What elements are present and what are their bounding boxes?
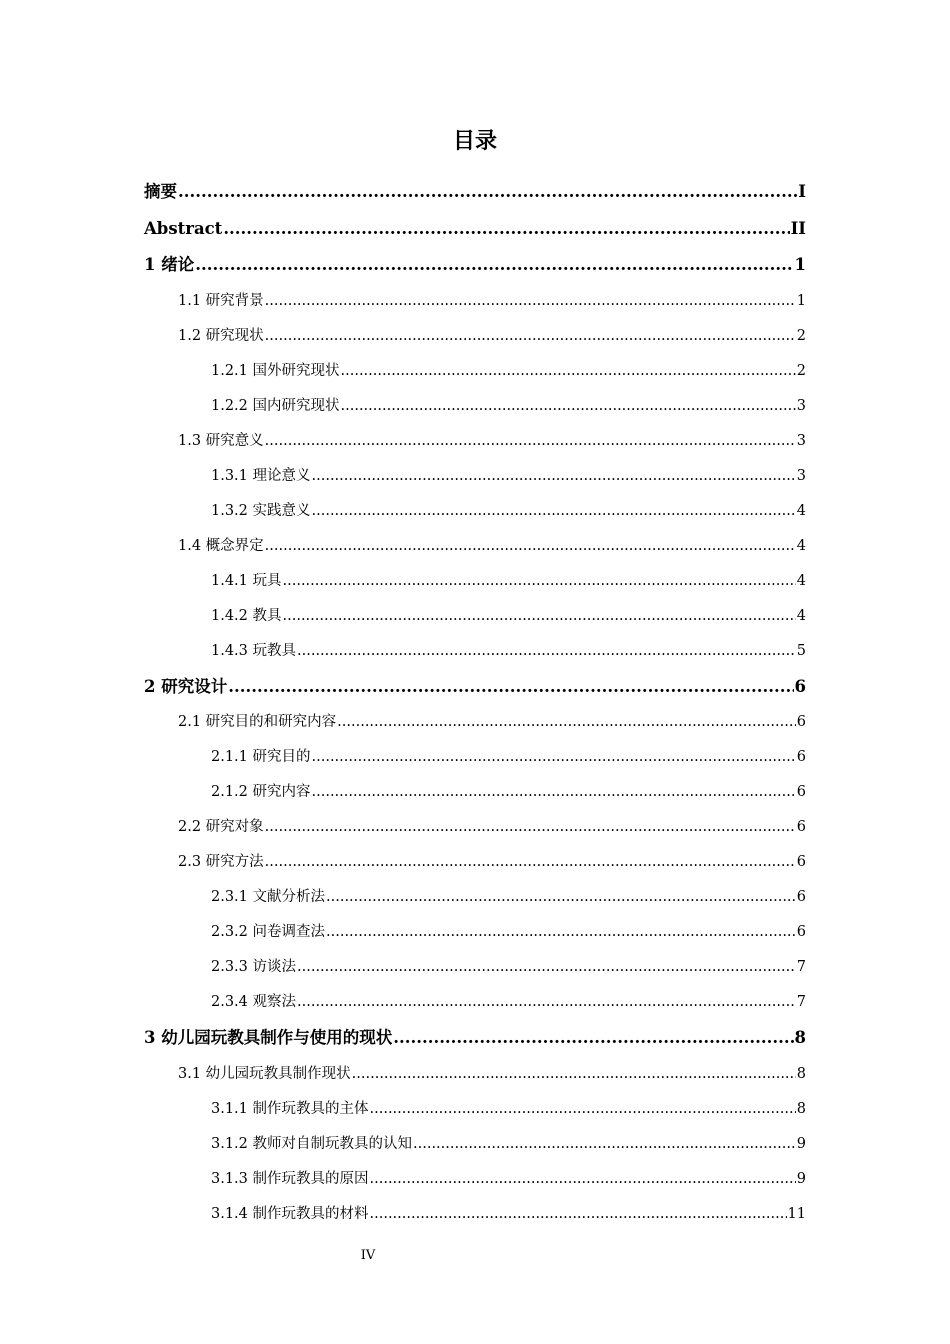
dot-leader: [312, 459, 796, 494]
dot-leader: [352, 1057, 796, 1092]
dot-leader: [370, 1162, 796, 1197]
dot-leader: [195, 247, 793, 282]
toc-entry-label: 1.4 概念界定: [178, 537, 264, 554]
toc-entry-label: 1.2.2 国内研究现状: [211, 397, 340, 414]
toc-entry[interactable]: [144, 845, 806, 880]
toc-entry-page-number: 2: [796, 362, 806, 379]
toc-entry-label: 1.2.1 国外研究现状: [211, 362, 340, 379]
toc-entry[interactable]: [144, 634, 806, 669]
dot-leader: [228, 669, 793, 704]
toc-entry[interactable]: [144, 319, 806, 354]
toc-entry[interactable]: [144, 1020, 806, 1057]
toc-entry-label: 2.3 研究方法: [178, 854, 264, 870]
toc-entry-page-number: 6: [796, 784, 806, 800]
dot-leader: [265, 424, 796, 459]
dot-leader: [265, 810, 796, 845]
toc-entry-label: 2.1.2 研究内容: [211, 784, 311, 800]
dot-leader: [312, 494, 796, 529]
toc-entry[interactable]: [144, 1197, 806, 1232]
toc-entry-label: 2.1.1 研究目的: [211, 749, 311, 765]
dot-leader: [297, 950, 796, 985]
toc-entry-page-number: I: [798, 182, 806, 201]
footer-page-number: IV: [360, 1248, 376, 1263]
toc-entry[interactable]: [144, 599, 806, 634]
toc-entry-page-number: 3: [796, 397, 806, 414]
toc-entry[interactable]: [144, 705, 806, 740]
toc-entry[interactable]: [144, 424, 806, 459]
toc-entry-page-number: 4: [796, 572, 806, 589]
toc-entry-page-number: 11: [787, 1205, 806, 1222]
dot-leader: [413, 1127, 796, 1162]
toc-entry-page-number: 6: [796, 819, 806, 835]
dot-leader: [223, 211, 789, 246]
dot-leader: [312, 775, 796, 810]
dot-leader: [178, 174, 797, 209]
toc-entry[interactable]: [144, 775, 806, 810]
toc-entry[interactable]: [144, 1127, 806, 1162]
toc-entry-label: 1.4.1 玩具: [211, 572, 282, 589]
toc-entry-page-number: 8: [796, 1100, 806, 1117]
toc-entry-page-number: 4: [796, 607, 806, 624]
toc-entry[interactable]: [144, 810, 806, 845]
toc-entry-page-number: 8: [794, 1028, 806, 1047]
dot-leader: [297, 985, 796, 1020]
dot-leader: [337, 705, 796, 740]
toc-entry-label: 3.1.4 制作玩教具的材料: [211, 1205, 369, 1222]
toc-entry-page-number: 1: [794, 255, 806, 274]
toc-entry-label: 3.1.3 制作玩教具的原因: [211, 1170, 369, 1187]
toc-entry-label: 摘要: [144, 182, 177, 201]
toc-entry-label: 1.2 研究现状: [178, 327, 264, 344]
toc-entry-label: 2 研究设计: [144, 676, 228, 696]
toc-entry[interactable]: [144, 389, 806, 424]
toc-entry[interactable]: [144, 1162, 806, 1197]
dot-leader: [326, 880, 796, 915]
table-of-contents: [144, 174, 806, 1232]
toc-entry-label: 2.1 研究目的和研究内容: [178, 714, 337, 730]
toc-entry-label: 1.4.3 玩教具: [211, 642, 297, 659]
toc-entry-page-number: 8: [796, 1065, 806, 1082]
toc-entry-label: 2.3.4 观察法: [211, 994, 297, 1010]
toc-entry-page-number: 2: [796, 327, 806, 344]
dot-leader: [370, 1092, 796, 1127]
toc-entry[interactable]: [144, 880, 806, 915]
toc-entry[interactable]: [144, 529, 806, 564]
toc-entry[interactable]: [144, 211, 806, 248]
toc-entry[interactable]: [144, 669, 806, 706]
toc-entry-label: 1.3 研究意义: [178, 432, 264, 449]
toc-entry-page-number: 6: [794, 676, 806, 696]
toc-entry-page-number: 6: [796, 714, 806, 730]
toc-entry[interactable]: [144, 1057, 806, 1092]
dot-leader: [283, 564, 796, 599]
toc-entry-page-number: 6: [796, 924, 806, 940]
toc-entry[interactable]: [144, 1092, 806, 1127]
dot-leader: [297, 634, 796, 669]
toc-entry[interactable]: [144, 915, 806, 950]
dot-leader: [312, 740, 796, 775]
toc-entry[interactable]: [144, 985, 806, 1020]
toc-entry-label: Abstract: [144, 218, 223, 238]
toc-entry-page-number: 1: [796, 292, 806, 309]
toc-entry-label: 3.1 幼儿园玩教具制作现状: [178, 1065, 351, 1082]
toc-entry-page-number: 6: [796, 749, 806, 765]
dot-leader: [341, 389, 796, 424]
toc-entry[interactable]: [144, 740, 806, 775]
toc-entry-page-number: 6: [796, 889, 806, 905]
toc-entry[interactable]: [144, 459, 806, 494]
dot-leader: [265, 529, 796, 564]
dot-leader: [265, 845, 796, 880]
toc-entry-page-number: 5: [796, 642, 806, 659]
dot-leader: [393, 1020, 793, 1055]
dot-leader: [370, 1197, 787, 1232]
toc-entry-page-number: 9: [796, 1135, 806, 1152]
toc-entry[interactable]: [144, 494, 806, 529]
toc-entry[interactable]: [144, 174, 806, 211]
toc-entry-page-number: II: [790, 218, 806, 238]
toc-entry-label: 1.3.1 理论意义: [211, 467, 311, 484]
toc-entry[interactable]: [144, 950, 806, 985]
toc-entry-page-number: 7: [796, 994, 806, 1010]
toc-entry-page-number: 4: [796, 502, 806, 519]
toc-entry[interactable]: [144, 247, 806, 284]
toc-entry-label: 2.3.3 访谈法: [211, 959, 297, 975]
toc-entry-page-number: 4: [796, 537, 806, 554]
toc-entry-label: 2.3.2 问卷调查法: [211, 924, 326, 940]
toc-entry-page-number: 7: [796, 959, 806, 975]
toc-entry[interactable]: [144, 354, 806, 389]
toc-entry-label: 3.1.2 教师对自制玩教具的认知: [211, 1135, 413, 1152]
dot-leader: [326, 915, 796, 950]
toc-entry[interactable]: [144, 284, 806, 319]
toc-entry-label: 2.3.1 文献分析法: [211, 889, 326, 905]
toc-entry-label: 2.2 研究对象: [178, 819, 264, 835]
toc-entry-label: 3.1.1 制作玩教具的主体: [211, 1100, 369, 1117]
toc-entry-label: 1.4.2 教具: [211, 607, 282, 624]
toc-entry-label: 1.1 研究背景: [178, 292, 264, 309]
dot-leader: [341, 354, 796, 389]
toc-entry-label: 3 幼儿园玩教具制作与使用的现状: [144, 1028, 393, 1047]
toc-title: 目录: [452, 128, 497, 154]
dot-leader: [265, 284, 796, 319]
toc-entry-page-number: 3: [796, 432, 806, 449]
toc-entry[interactable]: [144, 564, 806, 599]
toc-entry-page-number: 3: [796, 467, 806, 484]
toc-entry-label: 1.3.2 实践意义: [211, 502, 311, 519]
toc-entry-page-number: 6: [796, 854, 806, 870]
dot-leader: [283, 599, 796, 634]
toc-entry-label: 1 绪论: [144, 255, 195, 274]
toc-entry-page-number: 9: [796, 1170, 806, 1187]
dot-leader: [265, 319, 796, 354]
